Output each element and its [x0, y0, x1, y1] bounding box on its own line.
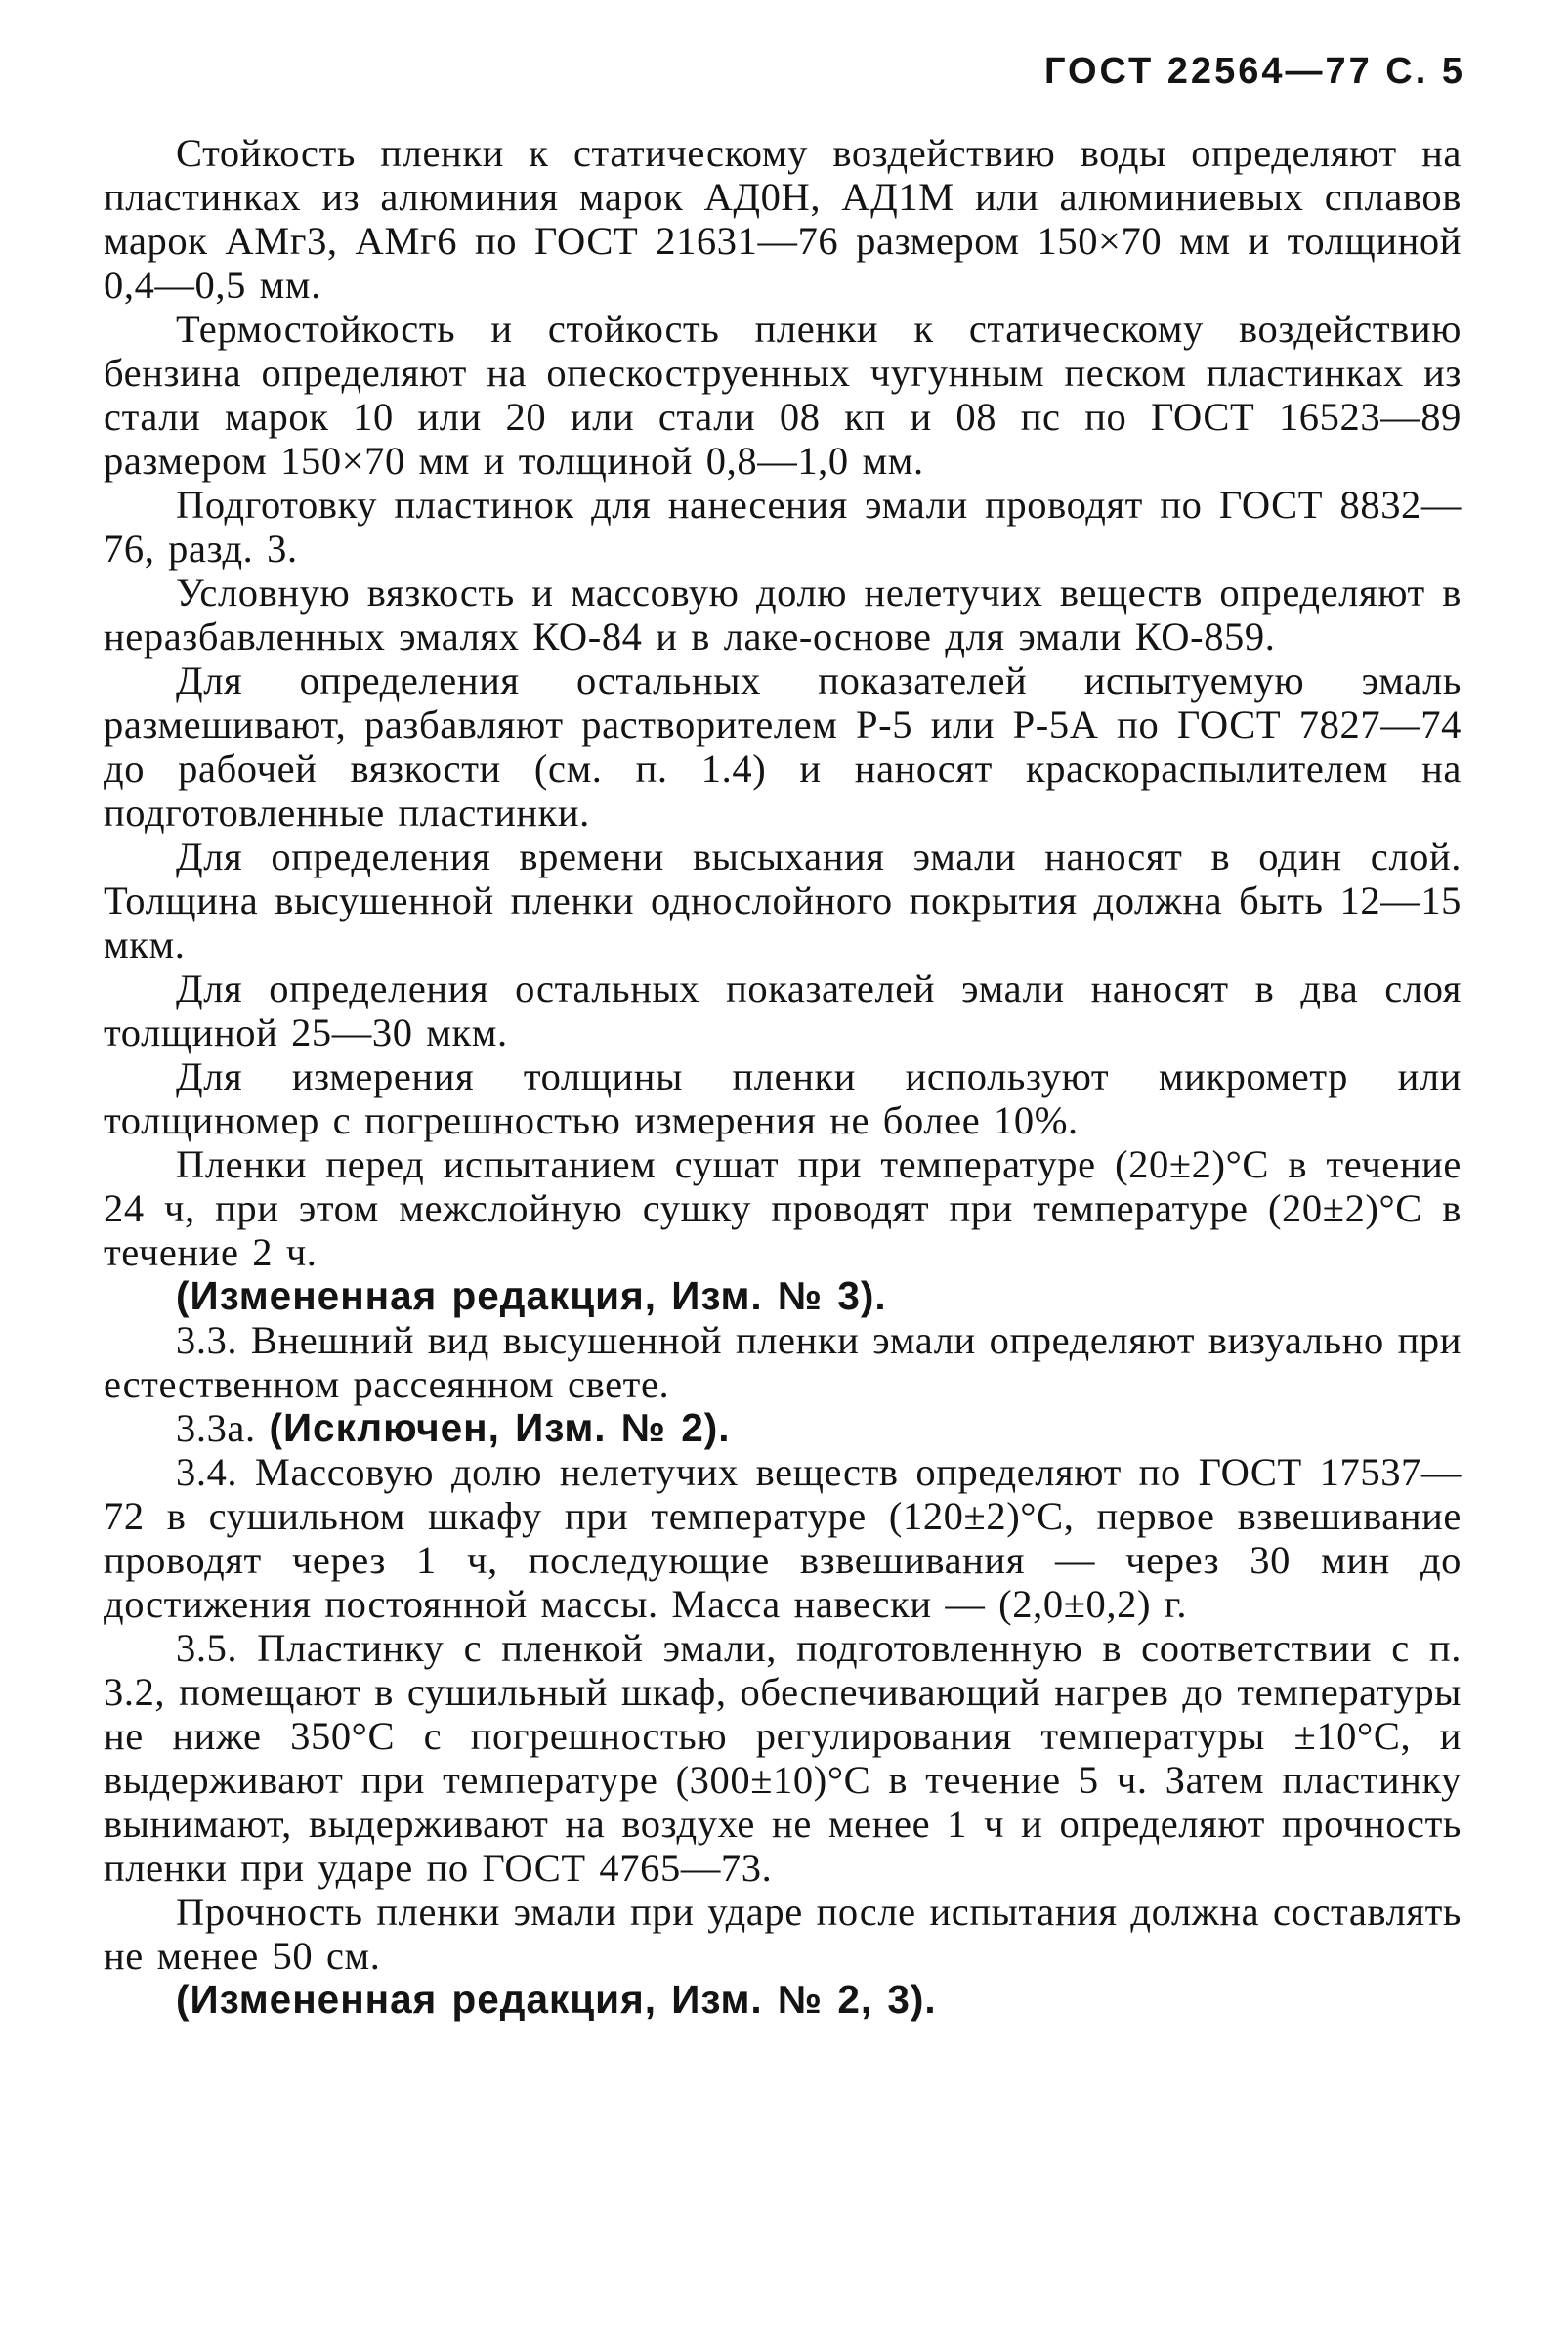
paragraph-text: Подготовку пластинок для нанесения эмали проводят по ГОСТ 8832—76, разд. 3. [104, 483, 1462, 571]
paragraph-text: Для измерения толщины пленки используют микрометр или толщиномер с погрешностью измерения не более 10%. [104, 1054, 1462, 1142]
paragraph [104, 1890, 1462, 1978]
document-body [104, 131, 1462, 2022]
paragraph [104, 131, 1462, 307]
paragraph-text: Для определения остальных показателей эмали наносят в два слоя толщиной 25—30 мкм. [104, 966, 1462, 1054]
paragraph-text: 3.3. Внешний вид высушенной пленки эмали определяют визуально при естественном рассеянном свете. [104, 1318, 1462, 1406]
paragraph-text: Стойкость пленки к статическому воздействию воды определяют на пластинках из алюминия марок АД0Н, АД1М или алюминиевых сплавов марок АМг3, АМг6 по ГОСТ 21631—76 размером 150×70 мм и толщиной 0,4—0,5 мм. [104, 131, 1462, 307]
paragraph [104, 834, 1462, 966]
page-header: ГОСТ 22564—77 С. 5 [1043, 51, 1465, 92]
clause-3-4 [104, 1450, 1462, 1626]
paragraph [104, 483, 1462, 571]
paragraph-text: 3.4. Массовую долю нелетучих веществ определяют по ГОСТ 17537—72 в сушильном шкафу при температуре (120±2)°С, первое взвешивание проводят через 1 ч, последующие взвешивания — через 30 мин до достижения постоянной массы. Масса навески — (2,0±0,2) г. [104, 1450, 1462, 1626]
paragraph-text: Для определения остальных показателей испытуемую эмаль размешивают, разбавляют растворителем Р-5 или Р-5А по ГОСТ 7827—74 до рабочей вязкости (см. п. 1.4) и наносят краскораспылителем на подготовленные пластинки. [104, 659, 1462, 834]
paragraph-text: Термостойкость и стойкость пленки к статическому воздействию бензина определяют на опескоструенных чугунным песком пластинках из стали марок 10 или 20 или стали 08 кп и 08 пс по ГОСТ 16523—89 размером 150×70 мм и толщиной 0,8—1,0 мм. [104, 307, 1462, 483]
paragraph [104, 571, 1462, 659]
amendment-note [104, 1274, 1462, 1318]
excluded-note: (Исключен, Изм. № 2). [269, 1405, 731, 1450]
paragraph [104, 966, 1462, 1054]
amendment-text: (Измененная редакция, Изм. № 3). [176, 1273, 887, 1318]
paragraph-text: Для определения времени высыхания эмали наносят в один слой. Толщина высушенной пленки однослойного покрытия должна быть 12—15 мкм. [104, 834, 1462, 966]
paragraph-text: Прочность пленки эмали при ударе после испытания должна составлять не менее 50 см. [104, 1890, 1462, 1978]
paragraph [104, 1142, 1462, 1274]
amendment-text: (Измененная редакция, Изм. № 2, 3). [176, 1977, 937, 2022]
clause-3-5 [104, 1626, 1462, 1890]
paragraph-text: Условную вязкость и массовую долю нелетучих веществ определяют в неразбавленных эмалях КО-84 и в лаке-основе для эмали КО-859. [104, 571, 1462, 659]
paragraph [104, 659, 1462, 834]
amendment-note [104, 1978, 1462, 2022]
clause-number: 3.3а. [176, 1406, 270, 1450]
paragraph-text: 3.5. Пластинку с пленкой эмали, подготовленную в соответствии с п. 3.2, помещают в сушильный шкаф, обеспечивающий нагрев до температуры не ниже 350°С с погрешностью регулирования температуры ±10°С, и выдерживают при температуре (300±10)°С в течение 5 ч. Затем пластинку вынимают, выдерживают на воздухе не менее 1 ч и определяют прочность пленки при ударе по ГОСТ 4765—73. [104, 1626, 1462, 1890]
paragraph [104, 1054, 1462, 1142]
clause-3-3a [104, 1406, 1462, 1450]
paragraph-text: Пленки перед испытанием сушат при температуре (20±2)°С в течение 24 ч, при этом межслойную сушку проводят при температуре (20±2)°С в течение 2 ч. [104, 1142, 1462, 1274]
paragraph [104, 307, 1462, 483]
clause-3-3 [104, 1318, 1462, 1406]
